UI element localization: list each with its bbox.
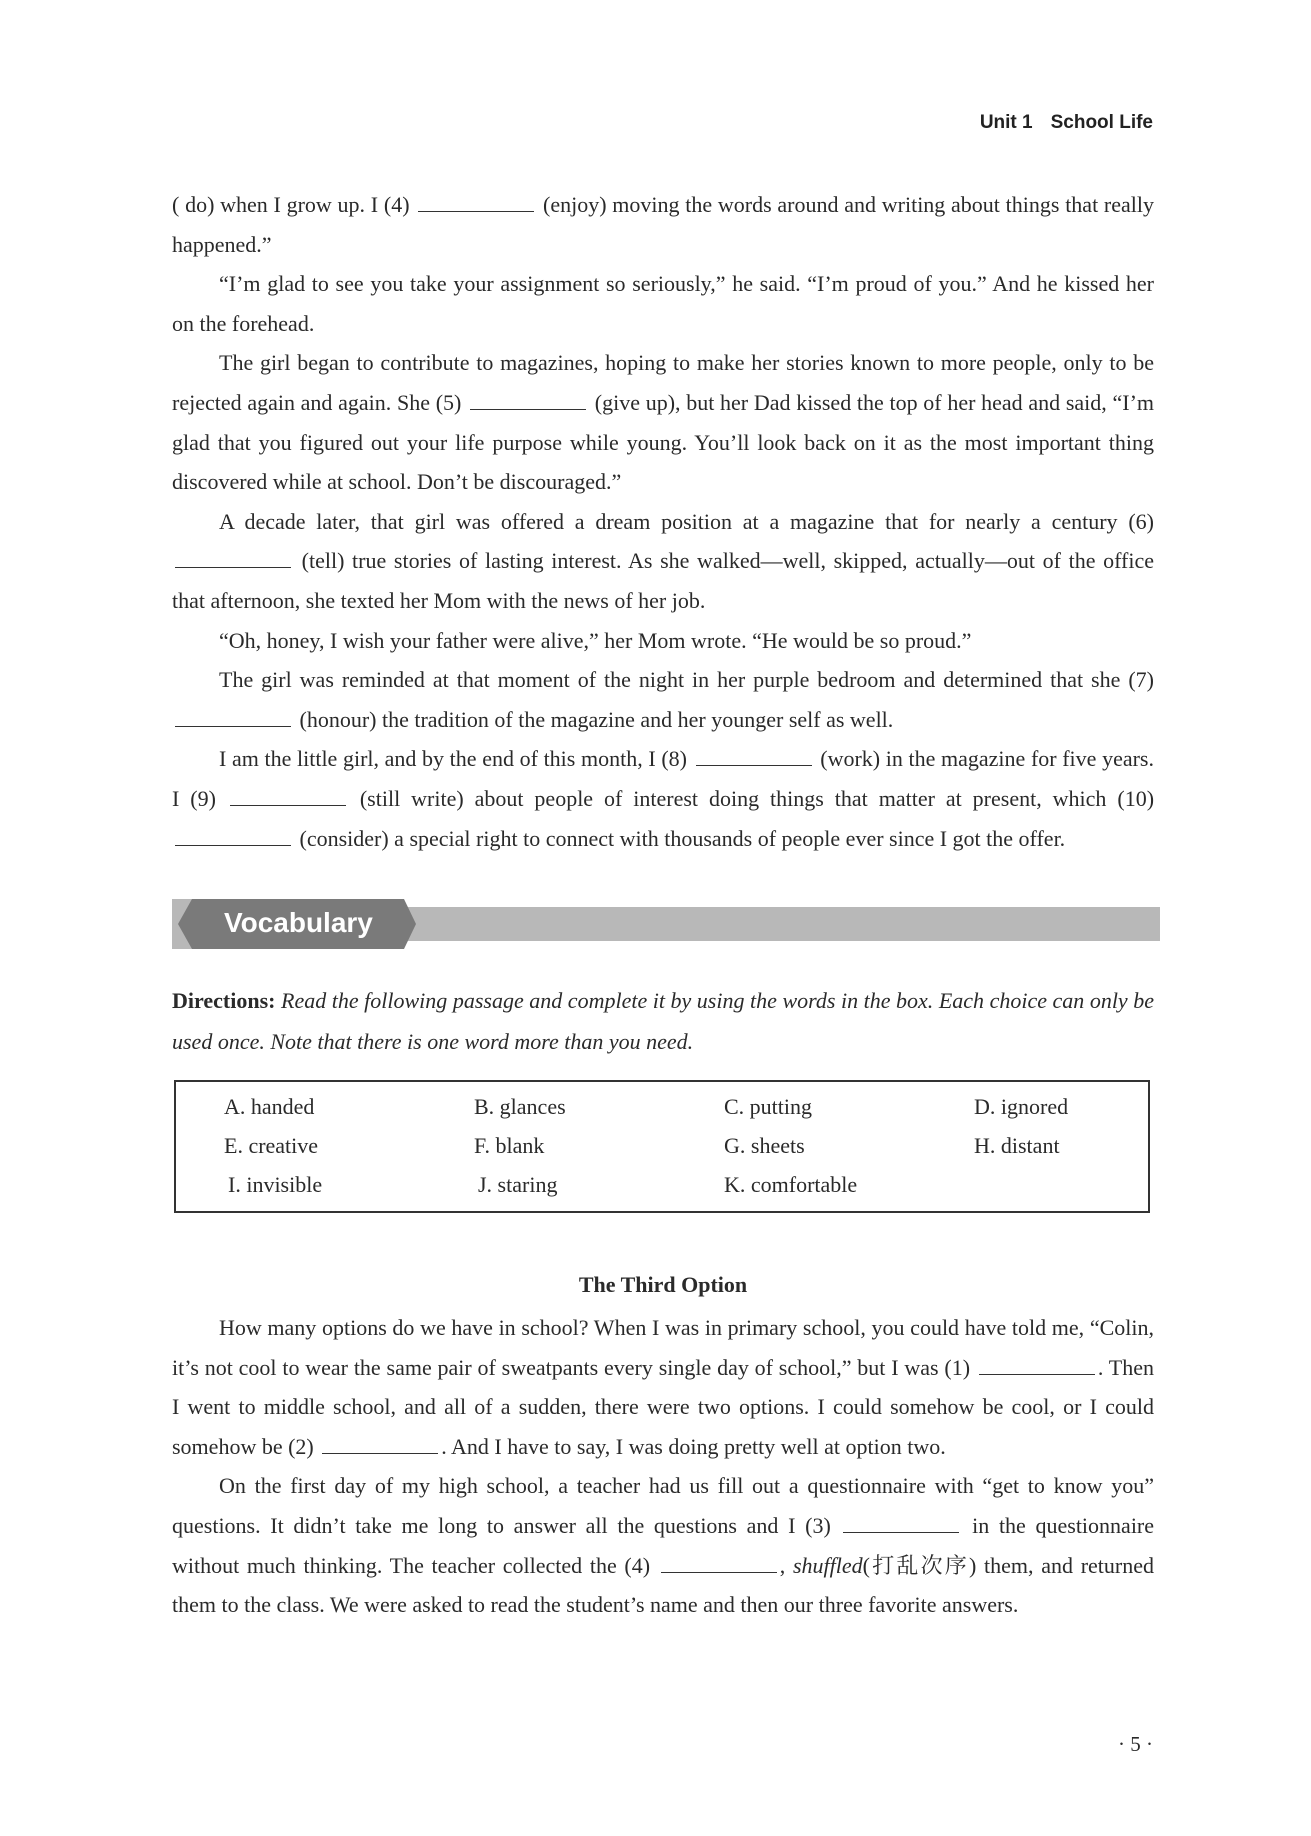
word-option: F. blank [474, 1133, 545, 1158]
text: (tell) true stories of lasting interest. As she walked—well, skipped, actually—out of the office that afternoon, she texted her Mom with the news of her job. [172, 548, 1155, 613]
answer-blank-10[interactable] [175, 825, 291, 846]
answer-blank-1[interactable] [979, 1354, 1095, 1375]
word-option: K. comfortable [724, 1172, 858, 1197]
page-number: · 5 · [1118, 1732, 1153, 1756]
text: , [779, 1552, 786, 1578]
section-title: Vocabulary [224, 907, 373, 938]
answer-blank-7[interactable] [175, 706, 291, 727]
paragraph: “I’m glad to see you take your assignment so seriously,” he said. “I’m proud of you.” And he kissed her on the forehead. [172, 271, 1154, 336]
text: (honour) the tradition of the magazine and her younger self as well. [299, 706, 894, 732]
italic-word: shuffled [793, 1552, 863, 1578]
text: . And I have to say, I was doing pretty well at option two. [441, 1433, 946, 1459]
unit-title: School Life [1050, 112, 1153, 133]
text: (still write) about people of interest doing things that matter at present, which (10) [359, 785, 1155, 811]
answer-blank-2[interactable] [322, 1433, 438, 1454]
paragraph [172, 343, 1154, 501]
answer-blank-4b[interactable] [661, 1552, 777, 1573]
paragraph [172, 502, 1154, 621]
answer-blank-8[interactable] [696, 745, 812, 766]
text: On the first day of my high school, a teacher had us fill out a questionnaire with “get to know you” questions. It didn’t take me long to answer all the questions and I (3) [172, 1473, 1154, 1538]
word-option: H. distant [974, 1133, 1060, 1158]
text: (work) in the magazine for five years. I (9) [172, 746, 1154, 811]
text: (consider) a special right to connect with thousands of people ever since I got the offer. [299, 825, 1066, 851]
answer-blank-6[interactable] [175, 547, 291, 568]
directions [172, 980, 1154, 1062]
text: (打乱次序) them, and returned them to the class. We were asked to read the student’s name and then our three favorite answers. [172, 1552, 1154, 1618]
passage-title: The Third Option [578, 1272, 748, 1297]
text: A decade later, that girl was offered a dream position at a magazine that for nearly a century (6) [219, 508, 1154, 534]
paragraph [172, 1466, 1154, 1624]
paragraph [172, 1308, 1154, 1466]
directions-text: Read the following passage and complete it by using the words in the box. Each choice can only be used once. Note that there is one word more than you need. [172, 988, 1154, 1054]
word-option: G. sheets [724, 1133, 805, 1158]
text: The girl was reminded at that moment of the night in her purple bedroom and determined that she (7) [219, 667, 1154, 693]
answer-blank-5[interactable] [470, 389, 586, 410]
word-option: E. creative [224, 1133, 319, 1158]
paragraph [172, 185, 1154, 264]
answer-blank-4[interactable] [418, 191, 534, 212]
word-option: C. putting [724, 1094, 813, 1119]
text: (enjoy) moving the words around and writing about things that really happened.” [172, 192, 1155, 257]
answer-blank-9[interactable] [230, 785, 346, 806]
directions-label: Directions: [172, 988, 276, 1013]
paragraph [172, 739, 1154, 858]
text: ( do) when I grow up. I (4) [172, 192, 410, 217]
word-box [174, 1080, 1150, 1213]
word-option: D. ignored [974, 1094, 1069, 1119]
text: . Then I went to middle school, and all of a sudden, there were two options. I could somehow be cool, or I could somehow be (2) [172, 1354, 1155, 1459]
paragraph: “Oh, honey, I wish your father were alive,” her Mom wrote. “He would be so proud.” [219, 627, 972, 653]
word-option: B. glances [474, 1094, 566, 1119]
passage-bottom [172, 1308, 1154, 1625]
word-option: J. staring [478, 1172, 558, 1197]
word-option: I. invisible [228, 1172, 323, 1197]
text: How many options do we have in school? When I was in primary school, you could have told me, “Colin, it’s not cool to wear the same pair of sweatpants every single day of school,” but I was (1) [172, 1315, 1154, 1380]
text: in the questionnaire without much thinking. The teacher collected the (4) [172, 1512, 1155, 1578]
section-banner [172, 899, 1160, 949]
page-header [980, 112, 1153, 134]
unit-label: Unit 1 [979, 112, 1033, 133]
word-option: A. handed [224, 1094, 315, 1119]
paragraph [172, 660, 1154, 739]
text: The girl began to contribute to magazines, hoping to make her stories known to more people, only to be rejected again and again. She (5) [172, 350, 1154, 415]
answer-blank-3[interactable] [843, 1512, 959, 1533]
passage-top [172, 185, 1154, 858]
text: I am the little girl, and by the end of this month, I (8) [219, 746, 687, 772]
text: (give up), but her Dad kissed the top of her head and said, “I’m glad that you figured out your life purpose while young. You’ll look back on it as the most important thing discovered while at school. Don’t be discouraged.” [172, 389, 1155, 495]
